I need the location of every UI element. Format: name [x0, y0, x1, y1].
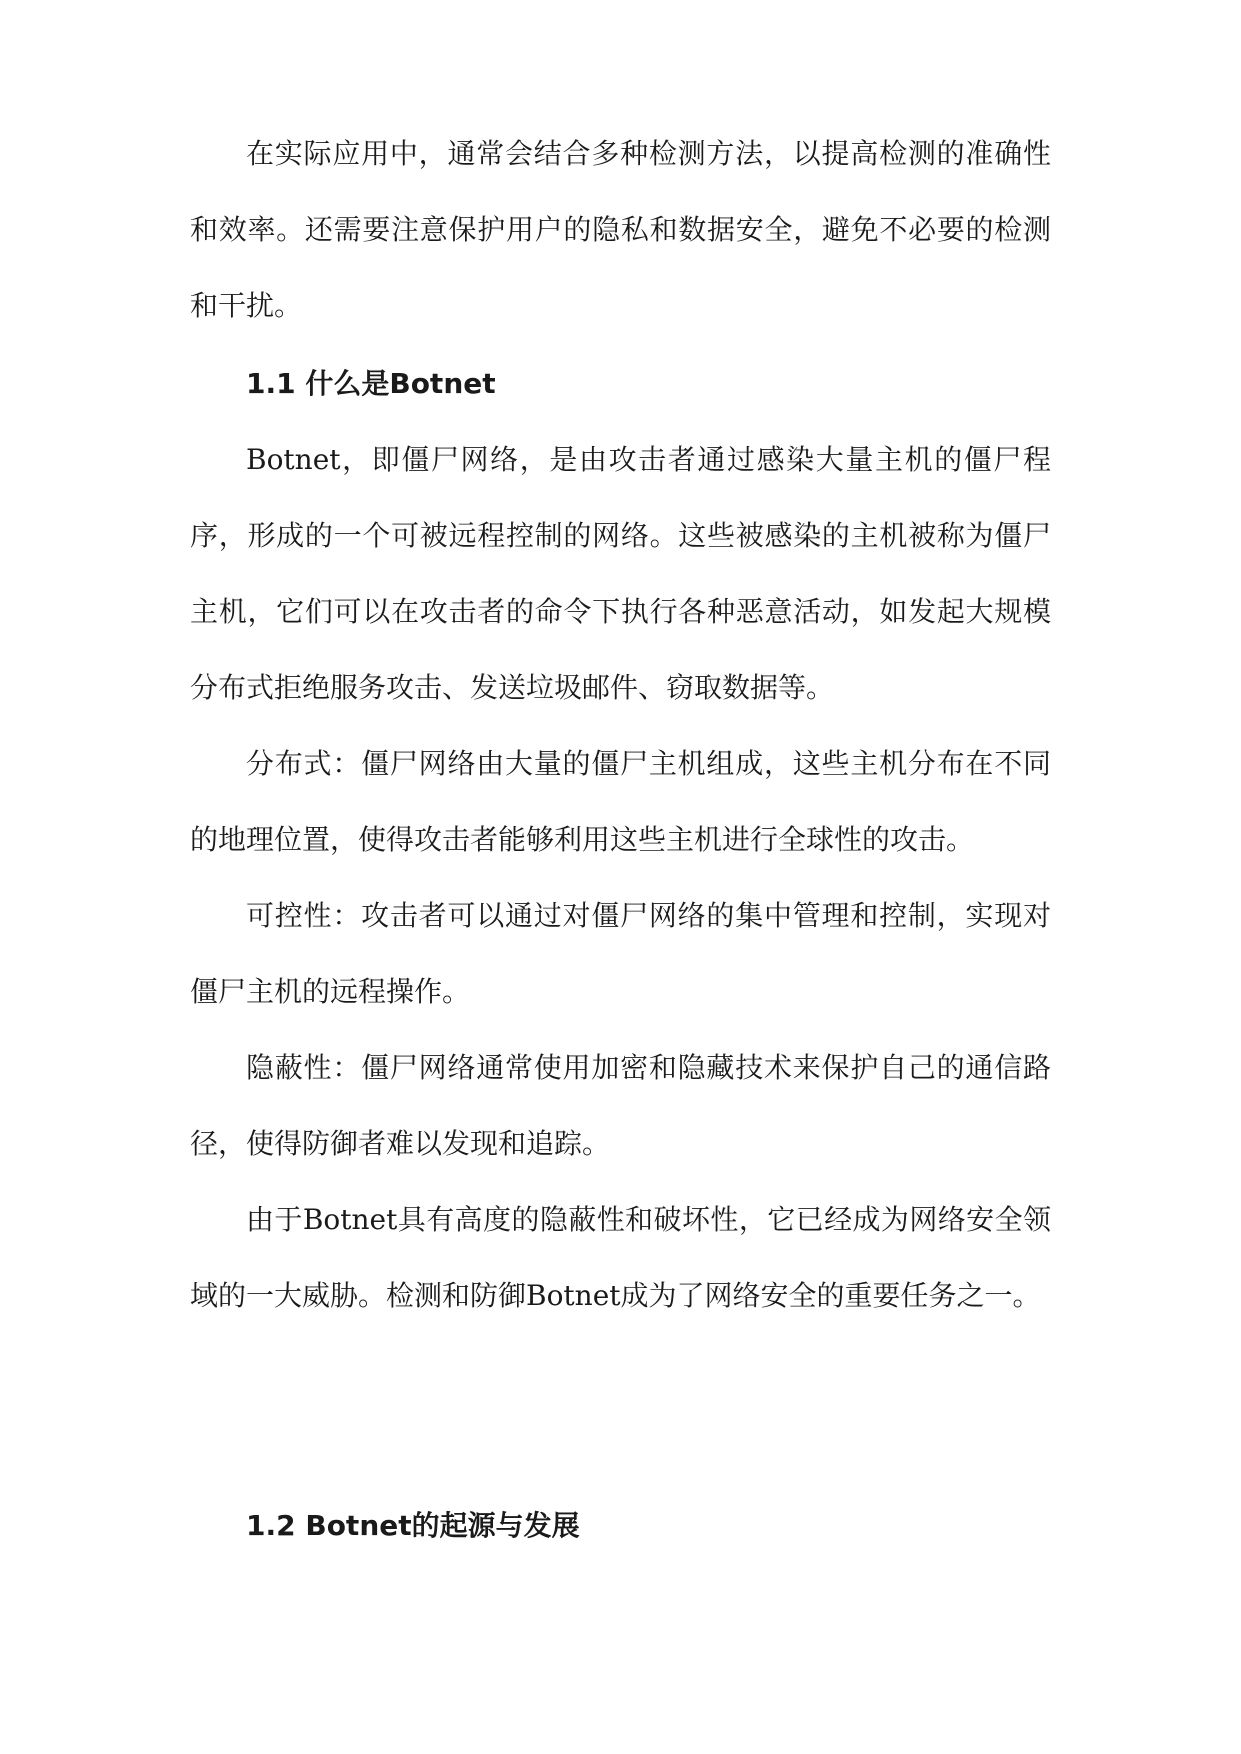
paragraph-stealth: 隐蔽性：僵尸网络通常使用加密和隐藏技术来保护自己的通信路径，使得防御者难以发现和追踪。 — [190, 1051, 1051, 1160]
section-heading-1-2: 1.2 Botnet的起源与发展 — [246, 1509, 580, 1542]
section-heading-1-1: 1.1 什么是Botnet — [246, 367, 496, 400]
paragraph-botnet-definition: Botnet，即僵尸网络，是由攻击者通过感染大量主机的僵尸程序，形成的一个可被远程控制的网络。这些被感染的主机被称为僵尸主机，它们可以在攻击者的命令下执行各种恶意活动，如发起大规模分布式拒绝服务攻击、发送垃圾邮件、窃取数据等。 — [190, 443, 1051, 704]
paragraph-threat-summary: 由于Botnet具有高度的隐蔽性和破坏性，它已经成为网络安全领域的一大威胁。检测和防御Botnet成为了网络安全的重要任务之一。 — [190, 1203, 1051, 1312]
intro-paragraph: 在实际应用中，通常会结合多种检测方法，以提高检测的准确性和效率。还需要注意保护用户的隐私和数据安全，避免不必要的检测和干扰。 — [190, 137, 1051, 322]
paragraph-distributed: 分布式：僵尸网络由大量的僵尸主机组成，这些主机分布在不同的地理位置，使得攻击者能够利用这些主机进行全球性的攻击。 — [190, 747, 1051, 856]
paragraph-controllability: 可控性：攻击者可以通过对僵尸网络的集中管理和控制，实现对僵尸主机的远程操作。 — [190, 899, 1051, 1008]
